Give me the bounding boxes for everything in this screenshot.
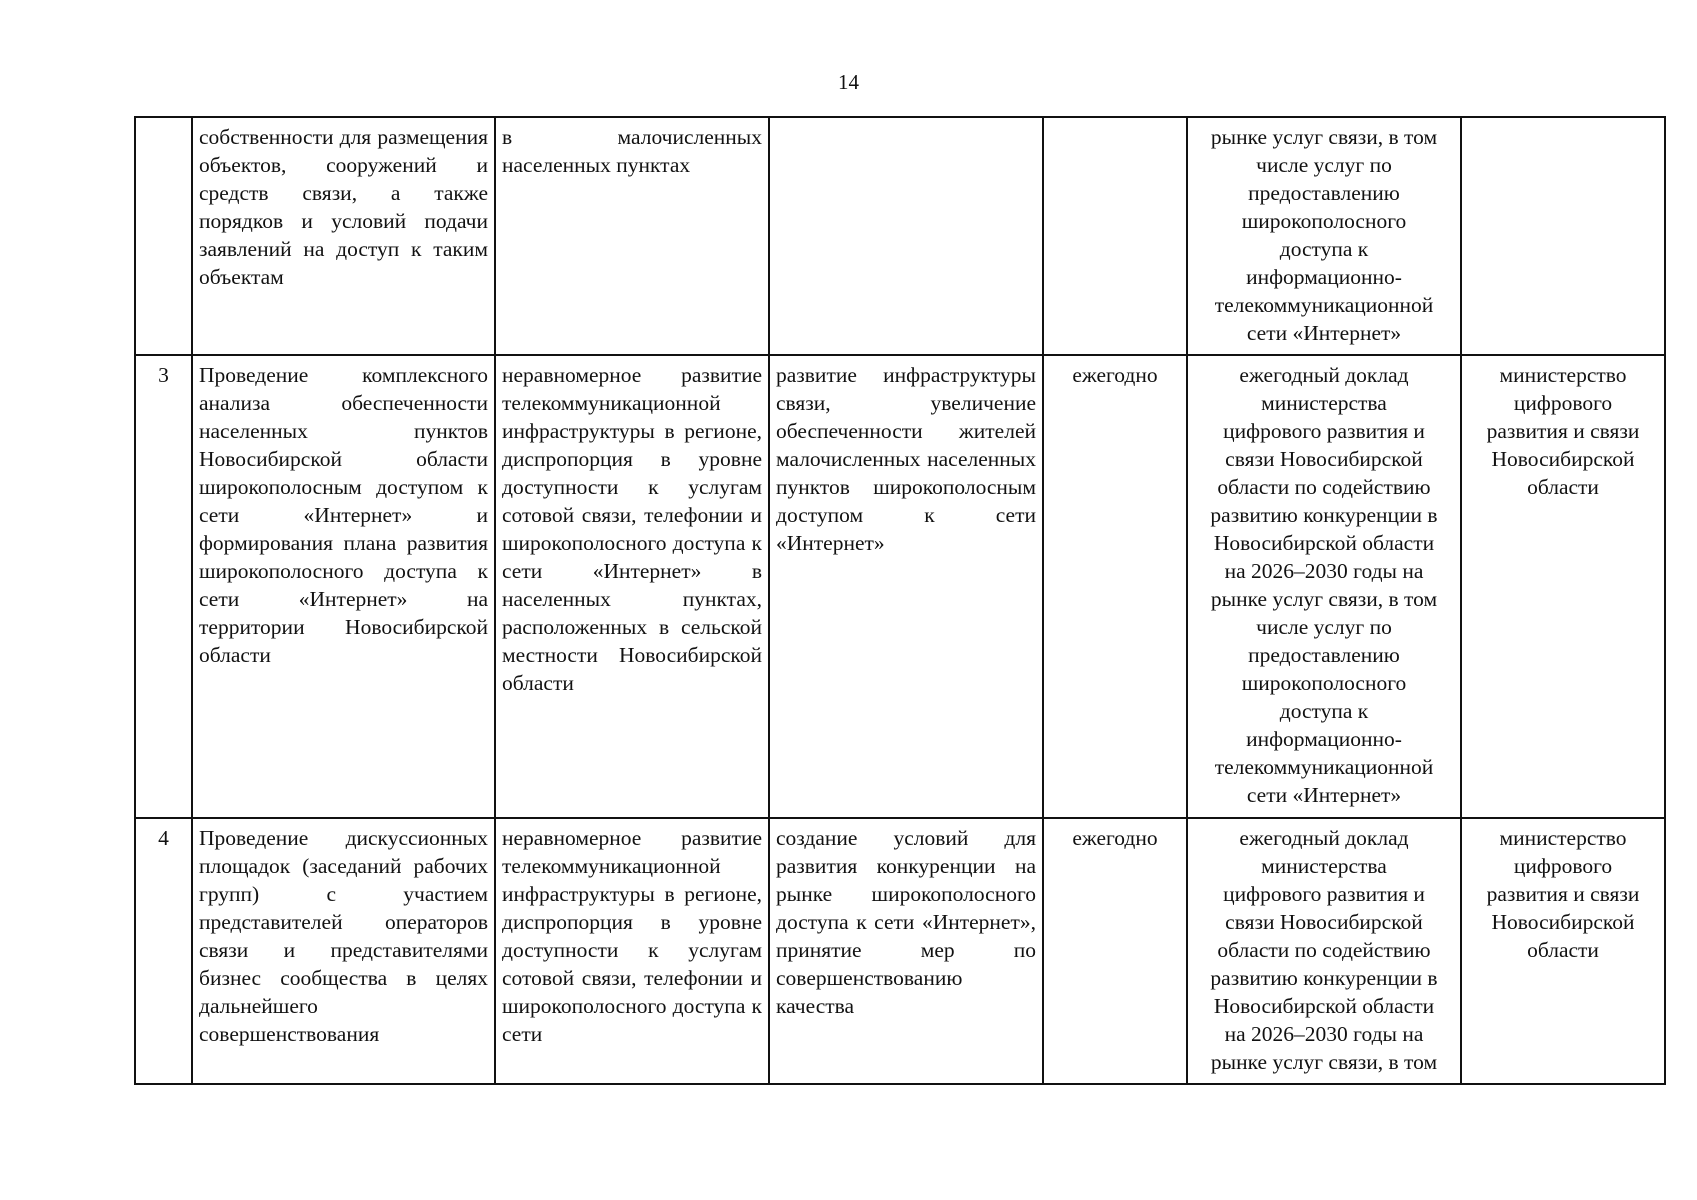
document-line: на 2026–2030 годы на <box>1224 559 1424 583</box>
document-line: развитию конкуренции в <box>1210 966 1438 990</box>
problem-cell: неравномерное развитие телекоммуникационной инфраструктуры в регионе, диспропорция в уровне доступности к услугам сотовой связи, телефонии и широкополосного доступа к сети <box>495 818 769 1084</box>
document-line: телекоммуникационной <box>1214 755 1434 779</box>
executor-cell <box>1461 818 1665 1084</box>
document-line: числе услуг по <box>1256 615 1392 639</box>
document-line: Новосибирской области <box>1213 531 1435 555</box>
document-cell <box>1187 117 1461 355</box>
document-line: области по содействию <box>1217 475 1431 499</box>
table-row <box>135 117 1665 355</box>
document-line: широкополосного <box>1241 671 1407 695</box>
document-line: доступа к <box>1279 237 1369 261</box>
document-line: ежегодный доклад <box>1239 826 1409 850</box>
executor-cell <box>1461 117 1665 355</box>
deadline-cell <box>1043 117 1187 355</box>
deadline-cell: ежегодно <box>1043 818 1187 1084</box>
page-number: 14 <box>838 70 859 94</box>
document-line: ежегодный доклад <box>1239 363 1409 387</box>
document-line: цифрового развития и <box>1223 882 1425 906</box>
document-line: числе услуг по <box>1256 153 1392 177</box>
document-line: широкополосного <box>1241 209 1407 233</box>
measures-table <box>134 116 1666 1085</box>
executor-line: Новосибирской <box>1491 447 1635 471</box>
row-number <box>135 117 192 355</box>
result-cell <box>769 117 1043 355</box>
table-row <box>135 355 1665 818</box>
document-line: цифрового развития и <box>1223 419 1425 443</box>
problem-cell: неравномерное развитие телекоммуникационной инфраструктуры в регионе, диспропорция в уровне доступности к услугам сотовой связи, телефонии и широкополосного доступа к сети «Интернет» в населенных пунктах, расположенных в сельской местности Новосибирской области <box>495 355 769 818</box>
executor-line: министерство <box>1499 363 1627 387</box>
document-line: развитию конкуренции в <box>1210 503 1438 527</box>
document-line: сети «Интернет» <box>1246 783 1402 807</box>
document-line: министерства <box>1261 854 1387 878</box>
document-cell <box>1187 818 1461 1084</box>
executor-cell <box>1461 355 1665 818</box>
document-line: сети «Интернет» <box>1246 321 1402 345</box>
document-line: министерства <box>1261 391 1387 415</box>
document-line: предоставлению <box>1248 181 1400 205</box>
document-line: информационно- <box>1246 265 1402 289</box>
document-line: рынке услуг связи, в том <box>1210 587 1438 611</box>
document-line: доступа к <box>1279 699 1369 723</box>
executor-line: цифрового <box>1513 391 1613 415</box>
activity-cell: Проведение комплексного анализа обеспеченности населенных пунктов Новосибирской области широкополосным доступом к сети «Интернет» и формирования плана развития широкополосного доступа к сети «Интернет» на территории Новосибирской области <box>192 355 495 818</box>
row-number: 3 <box>135 355 192 818</box>
activity-cell: собственности для размещения объектов, сооружений и средств связи, а также порядков и условий подачи заявлений на доступ к таким объектам <box>192 117 495 355</box>
document-line: связи Новосибирской <box>1225 447 1423 471</box>
row-number: 4 <box>135 818 192 1084</box>
document-line: телекоммуникационной <box>1214 293 1434 317</box>
result-cell: создание условий для развития конкуренции на рынке широкополосного доступа к сети «Интернет», принятие мер по совершенствованию качества <box>769 818 1043 1084</box>
executor-line: развития и связи <box>1486 419 1640 443</box>
document-line: связи Новосибирской <box>1225 910 1423 934</box>
executor-line: Новосибирской <box>1491 910 1635 934</box>
document-line: рынке услуг связи, в том <box>1210 125 1438 149</box>
activity-cell: Проведение дискуссионных площадок (заседаний рабочих групп) с участием представителей операторов связи и представителями бизнес сообщества в целях дальнейшего совершенствования <box>192 818 495 1084</box>
executor-line: министерство <box>1499 826 1627 850</box>
document-cell <box>1187 355 1461 818</box>
executor-line: развития и связи <box>1486 882 1640 906</box>
document-line: информационно- <box>1246 727 1402 751</box>
executor-line: цифрового <box>1513 854 1613 878</box>
executor-line: области <box>1527 475 1599 499</box>
document-line: на 2026–2030 годы на <box>1224 1022 1424 1046</box>
table-row <box>135 818 1665 1084</box>
document-line: области по содействию <box>1217 938 1431 962</box>
result-cell: развитие инфраструктуры связи, увеличение обеспеченности жителей малочисленных населенных пунктов широкополосным доступом к сети «Интернет» <box>769 355 1043 818</box>
document-line: Новосибирской области <box>1213 994 1435 1018</box>
deadline-cell: ежегодно <box>1043 355 1187 818</box>
problem-cell: в малочисленных населенных пунктах <box>495 117 769 355</box>
executor-line: области <box>1527 938 1599 962</box>
document-line: рынке услуг связи, в том <box>1210 1050 1438 1074</box>
document-line: предоставлению <box>1248 643 1400 667</box>
